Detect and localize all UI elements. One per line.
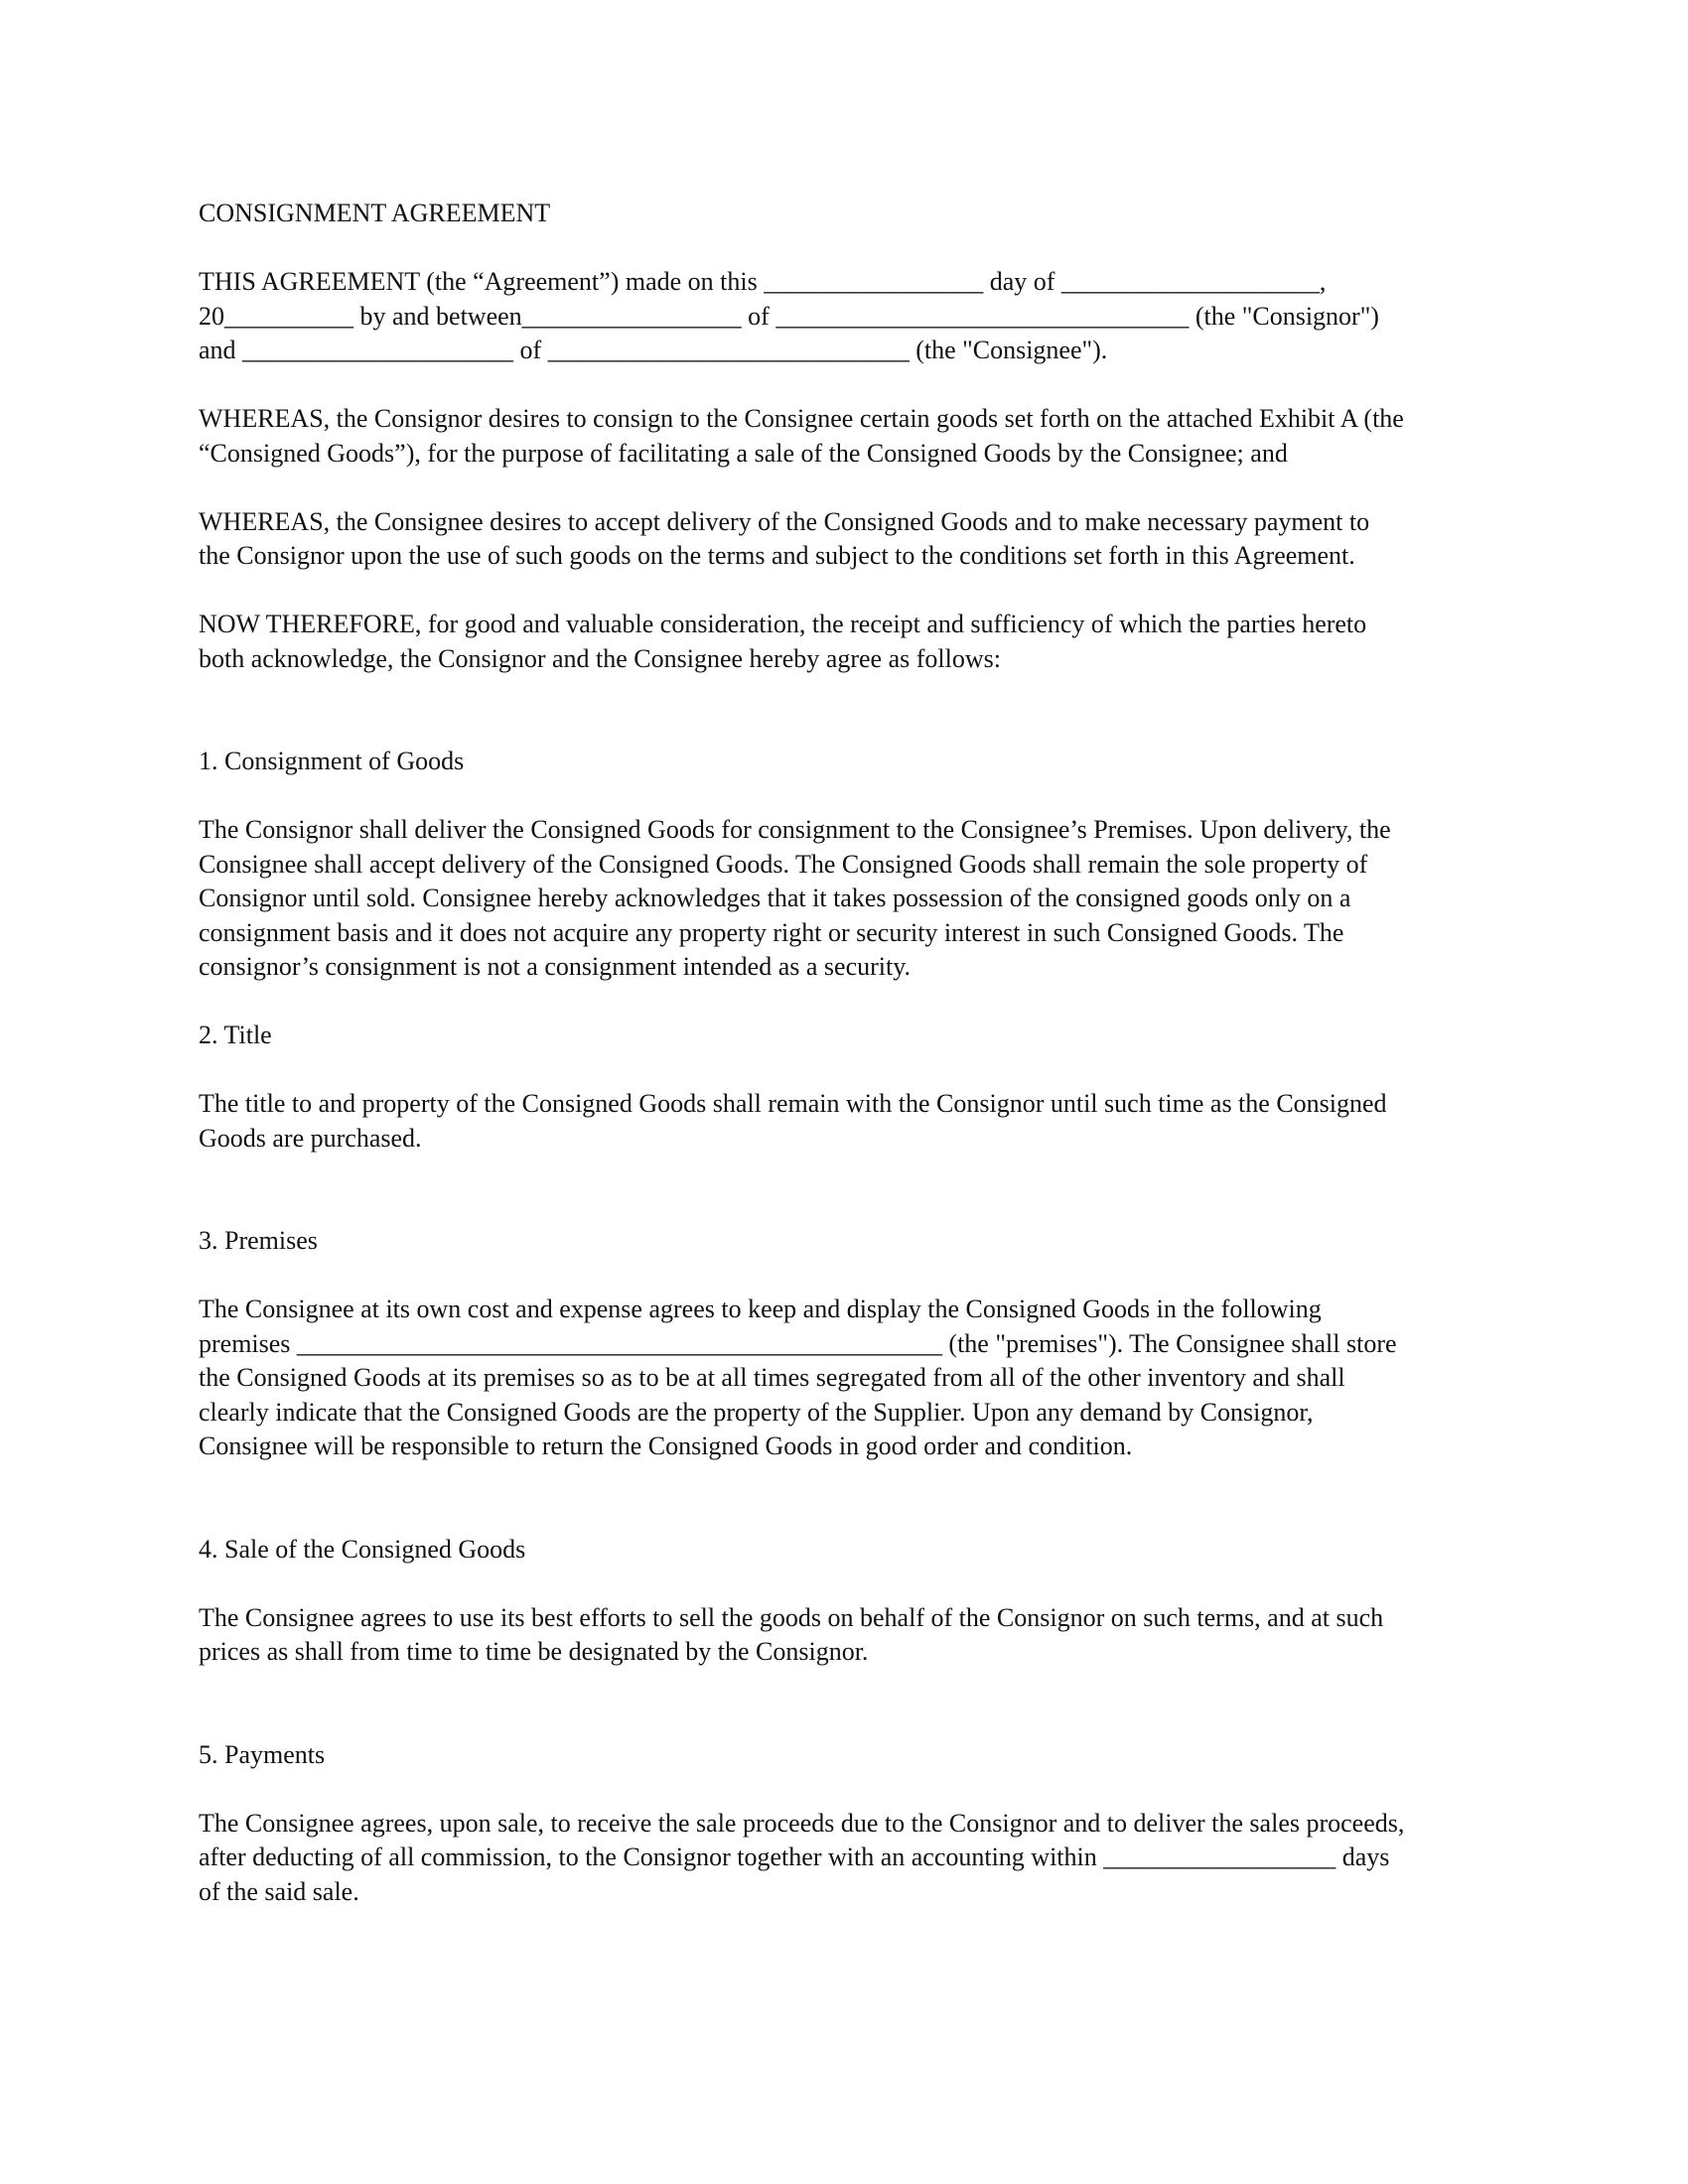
section-line: Consignee will be responsible to return the Consigned Goods in good order and condition. xyxy=(199,1432,1133,1460)
section-line: prices as shall from time to time be designated by the Consignor. xyxy=(199,1637,869,1666)
recital-line: WHEREAS, the Consignor desires to consign to the Consignee certain goods set forth on the attached Exhibit A (the xyxy=(199,404,1404,433)
now-therefore-paragraph xyxy=(199,608,1499,676)
section-heading: 4. Sale of the Consigned Goods xyxy=(199,1534,526,1564)
section-paragraph xyxy=(199,1087,1499,1156)
section-line: Goods are purchased. xyxy=(199,1123,422,1153)
section-line: The Consignor shall deliver the Consigned Goods for consignment to the Consignee’s Premises. Upon delivery, the xyxy=(199,815,1391,844)
section-line: consignor’s consignment is not a consignment intended as a security. xyxy=(199,952,912,981)
intro-line: 20__________ by and between_________________ of ________________________________ (the "Consignor") xyxy=(199,301,1379,331)
section-line: after deducting of all commission, to the Consignor together with an accounting within __________________ days xyxy=(199,1843,1390,1871)
section-line: The Consignee agrees to use its best efforts to sell the goods on behalf of the Consignor on such terms, and at such xyxy=(199,1602,1384,1632)
section-line: The Consignee agrees, upon sale, to receive the sale proceeds due to the Consignor and to deliver the sales proceeds, xyxy=(199,1808,1405,1838)
section-line: of the said sale. xyxy=(199,1876,359,1906)
recital-paragraph-1 xyxy=(199,402,1499,471)
section-line: the Consigned Goods at its premises so as to be at all times segregated from all of the other inventory and shall xyxy=(199,1363,1345,1392)
section-line: The title to and property of the Consigned Goods shall remain with the Consignor until such time as the Consigned xyxy=(199,1089,1387,1118)
intro-line: THIS AGREEMENT (the “Agreement”) made on this _________________ day of ____________________, xyxy=(199,267,1327,296)
section-line: Consignor until sold. Consignee hereby acknowledges that it takes possession of the consigned goods only on a xyxy=(199,884,1351,912)
now-therefore-line: NOW THEREFORE, for good and valuable consideration, the receipt and sufficiency of which the parties hereto xyxy=(199,610,1367,638)
section-paragraph xyxy=(199,813,1499,985)
section-paragraph xyxy=(199,1293,1499,1464)
section-paragraph xyxy=(199,1601,1499,1670)
recital-line: “Consigned Goods”), for the purpose of facilitating a sale of the Consigned Goods by the Consignee; and xyxy=(199,438,1288,468)
document-title: CONSIGNMENT AGREEMENT xyxy=(199,199,551,227)
section-line: consignment basis and it does not acquire any property right or security interest in such Consigned Goods. The xyxy=(199,917,1344,947)
section-line: premises __________________________________________________ (the "premises"). The Consignee shall store xyxy=(199,1328,1397,1358)
section-heading: 3. Premises xyxy=(199,1226,318,1255)
section-line: Consignee shall accept delivery of the Consigned Goods. The Consigned Goods shall remain the sole property of xyxy=(199,849,1368,879)
section-heading: 1. Consignment of Goods xyxy=(199,747,465,775)
section-line: clearly indicate that the Consigned Goods are the property of the Supplier. Upon any demand by Consignor, xyxy=(199,1397,1314,1427)
recital-line: the Consignor upon the use of such goods on the terms and subject to the conditions set forth in this Agreement. xyxy=(199,541,1355,570)
intro-line: and _____________________ of ____________________________ (the "Consignee"). xyxy=(199,336,1108,364)
document-body xyxy=(199,197,1499,1909)
intro-paragraph xyxy=(199,265,1499,368)
section-paragraph xyxy=(199,1807,1499,1910)
now-therefore-line: both acknowledge, the Consignor and the Consignee hereby agree as follows: xyxy=(199,643,1001,673)
section-line: The Consignee at its own cost and expense agrees to keep and display the Consigned Goods in the following xyxy=(199,1295,1322,1323)
section-heading: 2. Title xyxy=(199,1021,272,1049)
recital-paragraph-2 xyxy=(199,505,1499,574)
section-heading: 5. Payments xyxy=(199,1739,326,1769)
recital-line: WHEREAS, the Consignee desires to accept delivery of the Consigned Goods and to make necessary payment to xyxy=(199,506,1370,536)
